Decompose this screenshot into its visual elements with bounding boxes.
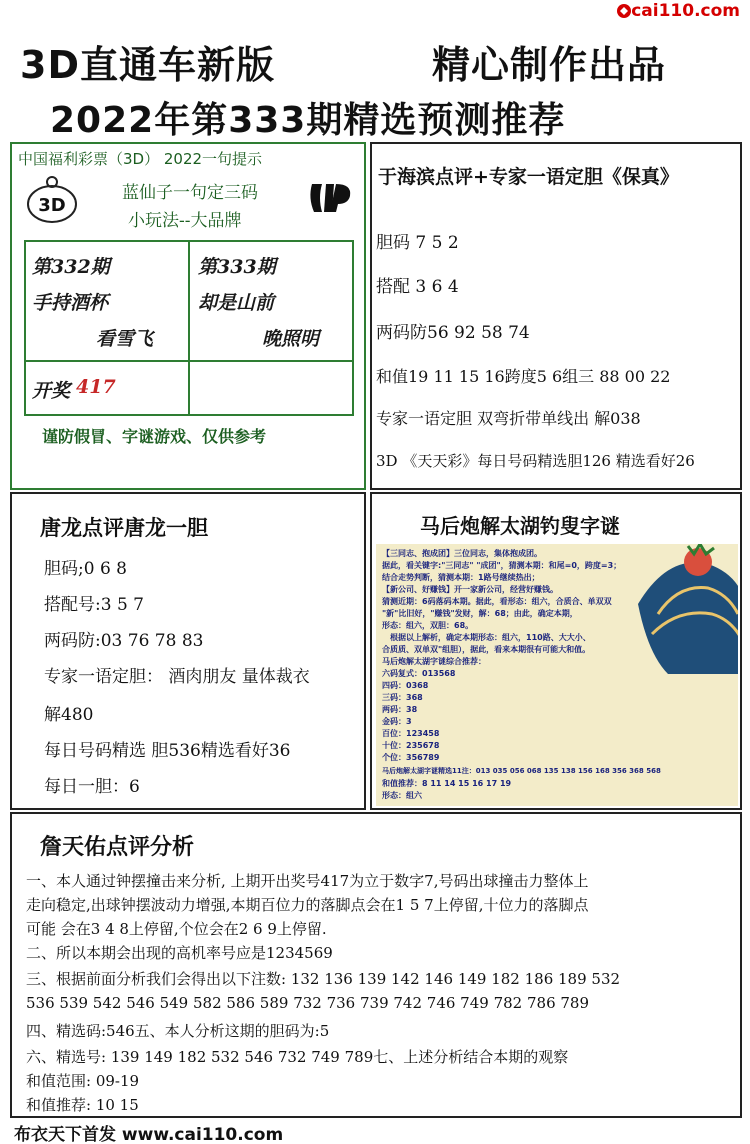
tang-line: 专家一语定胆： 酒肉朋友 量体裁衣 bbox=[44, 667, 310, 687]
brand-site[interactable]: cai110.com bbox=[631, 1, 740, 21]
ma-line: 结合走势判断，猜测本期：1路号继续热出； bbox=[382, 573, 540, 582]
ma-line: 据此，看关键字:"三同志" "成团"，猜测本期：和尾=0，跨度=3； bbox=[382, 561, 622, 570]
ma-line: 合质质、双单双"组胆），据此，看来本期很有可能大和值。 bbox=[382, 645, 591, 654]
welfare-lottery-logo-icon bbox=[306, 178, 354, 218]
ma-line: 【三同志、抱成团】三位同志，集体抱成团。 bbox=[382, 549, 542, 558]
tang-title: 唐龙点评唐龙一胆 bbox=[40, 515, 208, 540]
ma-line: 四码：0368 bbox=[382, 681, 429, 690]
ma-line: 百位：123458 bbox=[382, 729, 440, 738]
lottery-line2: 小玩法--大品牌 bbox=[128, 211, 242, 231]
zhan-line: 六、精选号: 139 149 182 532 546 732 749 789七、上述分析结合本期的观察 bbox=[26, 1048, 569, 1066]
zhan-title: 詹天佑点评分析 bbox=[40, 834, 195, 860]
zhan-line: 二、所以本期会出现的高机率号应是1234569 bbox=[26, 944, 333, 962]
grid-divider bbox=[26, 360, 352, 362]
header-right: 精心制作出品 bbox=[432, 43, 667, 87]
yu-title: 于海滨点评+专家一语定胆《保真》 bbox=[378, 166, 679, 188]
ma-line: 六码复式：013568 bbox=[382, 669, 456, 678]
ma-line: "新"比旧好，"赚钱"发财，解：68；由此，确定本期， bbox=[382, 609, 578, 618]
ma-line: 和值推荐：8 11 14 15 16 17 19 bbox=[382, 779, 512, 788]
brand-logo-icon bbox=[616, 3, 632, 19]
ma-line: 根据以上解析，确定本期形态：组六，110路、大大小、 bbox=[390, 633, 591, 642]
ma-line: 金码：3 bbox=[382, 717, 412, 726]
zhan-line: 走向稳定,出球钟摆波动力增强,本期百位力的落脚点会在1 5 7上停留,十位力的落脚点 bbox=[26, 896, 589, 914]
tang-line: 每日一胆：6 bbox=[44, 777, 140, 797]
tang-line: 搭配号:3 5 7 bbox=[44, 595, 144, 615]
yu-panel bbox=[370, 142, 742, 490]
zhan-line: 536 539 542 546 549 582 586 589 732 736 739 742 746 749 782 786 789 bbox=[26, 994, 590, 1012]
lottery-3d-logo-icon bbox=[26, 174, 78, 226]
header-subtitle: 2022年第333期精选预测推荐 bbox=[50, 100, 566, 141]
ma-line: 两码：38 bbox=[382, 705, 418, 714]
lottery-logo-text: 3D bbox=[38, 195, 66, 216]
tang-line: 两码防:03 76 78 83 bbox=[44, 631, 204, 651]
lottery-line1: 蓝仙子一句定三码 bbox=[122, 183, 258, 203]
tang-panel bbox=[10, 492, 366, 810]
tang-line: 胆码;0 6 8 bbox=[44, 559, 127, 579]
curr-line1: 却是山前 bbox=[198, 292, 275, 314]
draw-label: 开奖 bbox=[32, 380, 71, 402]
zhan-line: 和值范围: 09-19 bbox=[26, 1072, 140, 1090]
ma-line: 形态：组六 bbox=[382, 791, 422, 800]
prev-period: 第332期 bbox=[32, 256, 110, 278]
prev-line1: 手持酒杯 bbox=[32, 292, 109, 314]
ma-riddle-box bbox=[376, 544, 738, 806]
brand-bar bbox=[610, 0, 750, 22]
lottery-grid bbox=[24, 240, 354, 416]
ma-line: 个位：356789 bbox=[382, 753, 440, 762]
tang-line: 解480 bbox=[44, 705, 94, 725]
yu-line: 两码防56 92 58 74 bbox=[376, 323, 530, 343]
header-title bbox=[20, 34, 740, 86]
lottery-card bbox=[10, 142, 366, 490]
zhan-line: 一、本人通过钟摆撞击来分析, 上期开出奖号417为立于数字7,号码出球撞击力整体上 bbox=[26, 872, 589, 890]
ma-line: 三码：368 bbox=[382, 693, 423, 702]
header-left: 3D直通车新版 bbox=[20, 43, 275, 87]
lottery-top-text: 中国福利彩票（3D） 2022一句提示 bbox=[18, 150, 263, 168]
prev-line2: 看雪飞 bbox=[96, 328, 154, 350]
yu-line: 专家一语定胆 双弯折带单线出 解038 bbox=[376, 409, 641, 428]
zhan-line: 可能 会在3 4 8上停留,个位会在2 6 9上停留. bbox=[26, 920, 327, 938]
curr-period: 第333期 bbox=[198, 256, 276, 278]
ma-line: 【新公司、好赚钱】开一家新公司，经营好赚钱。 bbox=[382, 585, 558, 594]
curr-line2: 晚照明 bbox=[262, 328, 320, 350]
yu-line: 3D 《天天彩》每日号码精选胆126 精选看好26 bbox=[376, 452, 695, 470]
yu-line: 和值19 11 15 16跨度5 6组三 88 00 22 bbox=[376, 367, 671, 386]
ma-line: 马后炮解太湖字谜综合推荐： bbox=[382, 657, 486, 666]
ma-line: 猜测近期：6码落码本期。据此，看形态：组六，合质合、单双双 bbox=[382, 597, 612, 606]
grid-divider bbox=[188, 242, 190, 414]
yu-line: 搭配 3 6 4 bbox=[376, 277, 459, 297]
ma-line: 形态：组六，双胆：68。 bbox=[382, 621, 474, 630]
tang-line: 每日号码精选 胆536精选看好36 bbox=[44, 741, 291, 761]
zhan-panel bbox=[10, 812, 742, 1118]
ma-line: 十位：235678 bbox=[382, 741, 440, 750]
zhan-line: 和值推荐: 10 15 bbox=[26, 1096, 139, 1114]
lottery-footer: 谨防假冒、字谜游戏、仅供参考 bbox=[42, 427, 267, 446]
zhan-line: 三、根据前面分析我们会得出以下注数: 132 136 139 142 146 149 182 186 189 532 bbox=[26, 970, 621, 988]
ma-line: 马后炮解太湖字谜精选11注：013 035 056 068 135 138 156 168 356 368 568 bbox=[382, 767, 661, 775]
zhan-line: 四、精选码:546五、本人分析这期的胆码为:5 bbox=[26, 1022, 330, 1040]
ma-title: 马后炮解太湖钓叟字谜 bbox=[420, 514, 620, 538]
ma-panel bbox=[370, 492, 742, 810]
draw-value: 417 bbox=[76, 376, 116, 398]
wave-decoration-icon bbox=[628, 544, 738, 674]
footer-text[interactable]: 布衣天下首发 www.cai110.com bbox=[14, 1125, 284, 1144]
yu-line: 胆码 7 5 2 bbox=[376, 233, 459, 253]
